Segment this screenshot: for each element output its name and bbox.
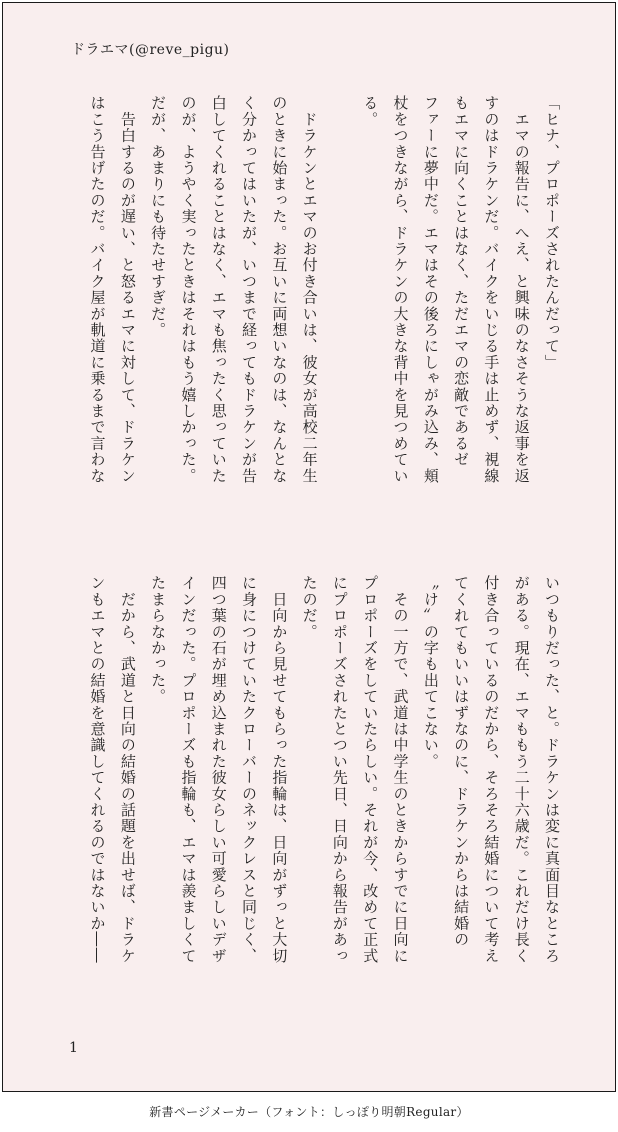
text-line: だが、あまりにも待たせすぎだ。 <box>149 95 168 338</box>
text-line: 白してくれることはなく、エマも焦ったく思っていた <box>209 95 228 484</box>
text-line: 付き合っているのだから、そろそろ結婚について考え <box>482 575 501 964</box>
text-line: インだった。プロポーズも指輪も、エマは羨ましくて <box>179 575 198 964</box>
text-line: ドラケンとエマのお付き合いは、彼女が高校二年生 <box>300 95 319 484</box>
text-line: ンもエマとの結婚を意識してくれるのではないか―― <box>88 575 107 964</box>
text-line: 杖をつきながら、ドラケンの大きな背中を見つめてい <box>391 95 410 484</box>
text-line: 四つ葉の石が埋め込まれた彼女らしい可愛らしいデザ <box>209 575 228 964</box>
text-line: いつもりだった、と。ドラケンは変に真面目なところ <box>543 575 561 964</box>
text-line: る。 <box>361 95 380 128</box>
text-line: 日向から見せてもらった指輪は、日向がずっと大切 <box>270 575 289 964</box>
text-line: 告白するのが遅い、と怒るエマに対して、ドラケン <box>118 95 137 484</box>
author-header: ドラエマ(@reve_pigu) <box>71 42 230 58</box>
text-line: 〝け〟の字も出てこない。 <box>421 575 440 770</box>
text-line: ファーに夢中だ。エマはその後ろにしゃがみ込み、頬 <box>421 95 440 484</box>
text-line: すのはドラケンだ。バイクをいじる手は止めず、視線 <box>482 95 501 484</box>
text-line: 「ヒナ、プロポーズされたんだって」 <box>543 95 561 371</box>
upper-text-block <box>82 95 567 535</box>
text-line: く分かってはいたが、いつまで経ってもドラケンが告 <box>240 95 259 484</box>
text-line: もエマに向くことはなく、ただエマの恋敵であるゼ <box>452 95 471 468</box>
text-line: プロポーズをしていたらしい。それが今、改めて正式 <box>361 575 380 964</box>
text-line: たのだ。 <box>300 575 319 640</box>
text-line: がある。現在、エマももう二十六歳だ。これだけ長く <box>512 575 531 964</box>
text-line: その一方で、武道は中学生のときからすでに日向に <box>391 575 410 964</box>
lower-text-block <box>82 575 567 1015</box>
footer-credit: 新書ページメーカー（フォント：しっぽり明朝Regular） <box>149 1105 469 1119</box>
text-line: のときに始まった。お互いに両想いなのは、なんとな <box>270 95 289 484</box>
text-line: だから、武道と日向の結婚の話題を出せば、ドラケ <box>118 575 137 964</box>
text-line: のが、ようやく実ったときはそれはもう嬉しかった。 <box>179 95 198 484</box>
book-page <box>2 2 616 1092</box>
text-line: たまらなかった。 <box>149 575 168 705</box>
page-number: 1 <box>69 1040 78 1056</box>
text-line: エマの報告に、へえ、と興味のなさそうな返事を返 <box>512 95 531 484</box>
text-line <box>325 95 355 535</box>
text-line: はこう告げたのだ。バイク屋が軌道に乗るまで言わな <box>88 95 107 484</box>
text-line: にプロポーズされたとつい先日、日向から報告があっ <box>330 575 349 964</box>
text-line: てくれてもいいはずなのに、ドラケンからは結婚の <box>452 575 471 948</box>
text-line: に身につけていたクローバーのネックレスと同じく、 <box>240 575 259 964</box>
